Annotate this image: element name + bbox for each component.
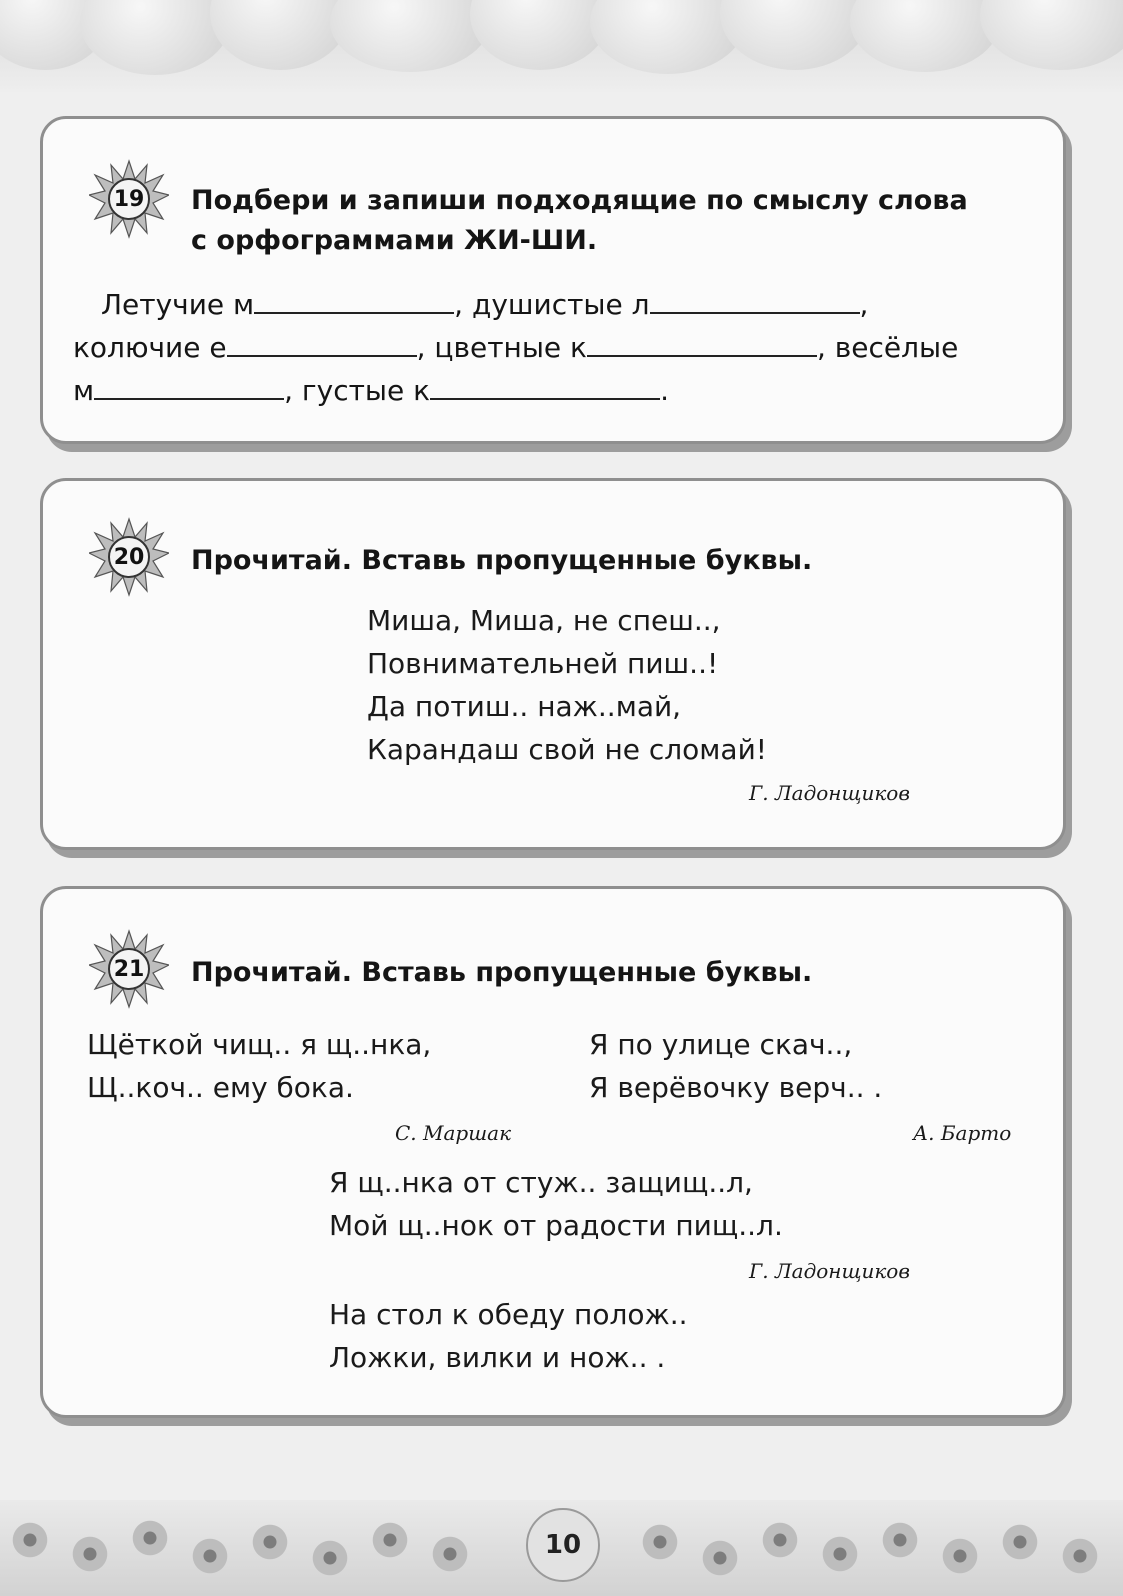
- exercise-line-3: [73, 369, 1033, 412]
- poem-line: Мой щ..нок от радости пищ..л.: [329, 1209, 783, 1242]
- task-number: 20: [113, 544, 145, 570]
- exercise-line-2: [73, 326, 1033, 369]
- poem-author-left: С. Маршак: [395, 1121, 512, 1145]
- task-number-badge: [89, 517, 169, 597]
- poem-line: Повнимательней пиш..!: [367, 647, 719, 680]
- task-21-poem-right: [589, 1023, 882, 1109]
- poem-line: Ложки, вилки и нож.. .: [329, 1341, 666, 1374]
- poem-author: Г. Ладонщиков: [749, 781, 910, 805]
- task-19-title-line-1: Подбери и запиши подходящие по смыслу слова: [191, 185, 968, 216]
- answer-blank[interactable]: [587, 329, 817, 357]
- task-20-card: [40, 478, 1066, 850]
- poem-line: Миша, Миша, не спеш..,: [367, 604, 721, 637]
- poem-line: Щёткой чищ.. я щ..нка,: [87, 1028, 432, 1061]
- exercise-text: колючие е: [73, 331, 227, 364]
- task-number-badge: [89, 159, 169, 239]
- poem-line: Щ..коч.. ему бока.: [87, 1071, 354, 1104]
- task-19-exercise: [73, 283, 1033, 412]
- top-decorative-border: [0, 0, 1123, 92]
- poem-line: На стол к обеду полож..: [329, 1298, 688, 1331]
- answer-blank[interactable]: [430, 372, 660, 400]
- exercise-text: , цветные к: [416, 331, 587, 364]
- poem-line: Да потиш.. наж..май,: [367, 690, 682, 723]
- exercise-text: Летучие м: [101, 288, 255, 321]
- exercise-text: , густые к: [284, 374, 431, 407]
- task-21-card: [40, 886, 1066, 1418]
- poem-line: Я щ..нка от стуж.. защищ..л,: [329, 1166, 753, 1199]
- answer-blank[interactable]: [650, 286, 860, 314]
- exercise-text: .: [660, 374, 669, 407]
- task-21-title: Прочитай. Вставь пропущенные буквы.: [191, 957, 813, 988]
- poem-line: Я верёвочку верч.. .: [589, 1071, 883, 1104]
- page-number: 10: [544, 1530, 582, 1560]
- task-21-poem-middle: [329, 1161, 783, 1247]
- exercise-text: , весёлые: [816, 331, 959, 364]
- poem-line: Я по улице скач..,: [589, 1028, 853, 1061]
- answer-blank[interactable]: [94, 372, 284, 400]
- task-20-title: Прочитай. Вставь пропущенные буквы.: [191, 545, 813, 576]
- task-19-card: [40, 116, 1066, 444]
- answer-blank[interactable]: [227, 329, 417, 357]
- task-number-badge: [89, 929, 169, 1009]
- task-19-title: [191, 181, 968, 261]
- answer-blank[interactable]: [254, 286, 454, 314]
- task-20-poem: [367, 599, 767, 771]
- poem-line: Карандаш свой не сломай!: [367, 733, 767, 766]
- exercise-text: м: [73, 374, 95, 407]
- task-21-poem-left: [87, 1023, 431, 1109]
- poem-author-middle: Г. Ладонщиков: [749, 1259, 910, 1283]
- exercise-text: ,: [859, 288, 869, 321]
- exercise-text: , душистые л: [454, 288, 650, 321]
- task-number: 19: [113, 186, 145, 212]
- exercise-line-1: [73, 283, 1033, 326]
- task-number: 21: [113, 956, 145, 982]
- task-21-poem-bottom: [329, 1293, 688, 1379]
- task-19-title-line-2: с орфограммами ЖИ-ШИ.: [191, 225, 598, 256]
- page-number-badge: [526, 1508, 600, 1582]
- poem-author-right: А. Барто: [913, 1121, 1012, 1145]
